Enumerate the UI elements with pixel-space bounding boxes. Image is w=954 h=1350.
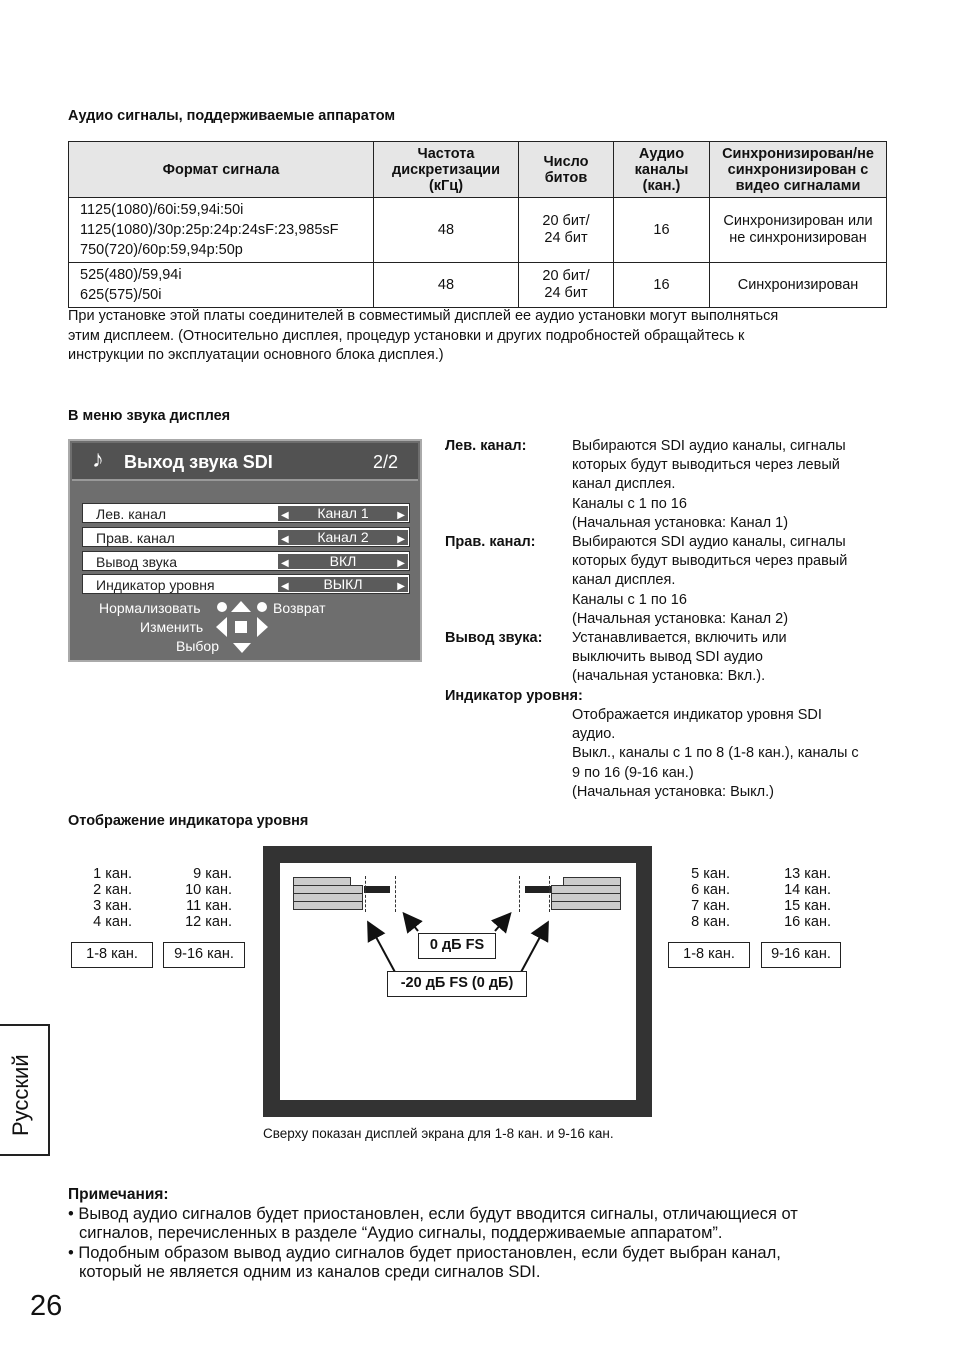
help-return: Возврат — [273, 600, 326, 616]
bits-line: 20 бит/ — [542, 268, 590, 284]
arrow-left-icon[interactable]: ◀ — [281, 534, 289, 545]
def-description — [572, 533, 897, 629]
def-line: Устанавливается, включить или — [572, 630, 787, 646]
channel-list — [760, 866, 831, 930]
osd-divider — [72, 479, 418, 481]
notes-title: Примечания: — [68, 1186, 169, 1203]
osd-item-value[interactable] — [278, 506, 408, 521]
def-line: Отображается индикатор уровня SDI — [572, 707, 822, 723]
channel-label: 3 кан. — [93, 898, 132, 914]
normalize-keys-icon — [215, 599, 275, 615]
channel-label: 5 кан. — [691, 866, 730, 882]
value-text: Канал 2 — [317, 529, 369, 545]
def-term: Прав. канал: — [445, 534, 536, 550]
table-header: Число битов — [519, 142, 614, 198]
format-line: 1125(1080)/30p:25p:24p:24sF:23,985sF — [80, 222, 339, 238]
osd-title-bar — [72, 443, 418, 479]
channel-list — [72, 866, 132, 930]
paragraph-line: этим дисплеем. (Относительно дисплея, процедур установки и других подробностей обращайтесь к — [68, 327, 745, 344]
label-box-1-8: 1-8 кан. — [71, 942, 153, 968]
label-box-1-8: 1-8 кан. — [668, 942, 750, 968]
bits-line: 24 бит — [544, 285, 588, 301]
value-text: ВЫКЛ — [323, 576, 363, 592]
language-tab — [0, 1024, 50, 1156]
def-line: (Начальная установка: Выкл.) — [572, 783, 774, 800]
paragraph-line: инструкции по эксплуатации основного блока дисплея.) — [68, 347, 444, 363]
diagram-caption: Сверху показан дисплей экрана для 1-8 кан. и 9-16 кан. — [263, 1126, 614, 1141]
arrow-right-icon[interactable]: ▶ — [397, 534, 405, 545]
label-0db-fs: 0 дБ FS — [418, 933, 496, 959]
osd-item-value[interactable] — [278, 530, 408, 545]
label-minus20db-fs: -20 дБ FS (0 дБ) — [387, 971, 527, 997]
table-row — [69, 198, 887, 263]
arrow-0db-left — [405, 915, 418, 931]
label-box-9-16: 9-16 кан. — [163, 942, 245, 968]
section-title-audio-signals: Аудио сигналы, поддерживаемые аппаратом — [68, 108, 396, 124]
change-keys-icon — [215, 616, 271, 638]
format-line: 1125(1080)/60i:59,94i:50i — [80, 202, 244, 218]
sync-line: не синхронизирован — [729, 230, 867, 246]
bits-line: 20 бит/ — [542, 213, 590, 229]
audio-signals-table — [68, 141, 887, 308]
notes-section — [68, 1185, 888, 1283]
osd-title: Выход звука SDI — [124, 452, 273, 472]
table-cell-freq: 48 — [374, 263, 519, 308]
table-cell-channels: 16 — [614, 263, 710, 308]
table-row — [69, 263, 887, 308]
channel-label: 7 кан. — [691, 898, 730, 914]
language-label: Русский — [8, 1054, 33, 1136]
channel-label: 14 кан. — [784, 882, 831, 898]
def-line: Выбираются SDI аудио каналы, сигналы — [572, 534, 846, 550]
arrow-right-icon[interactable]: ▶ — [397, 581, 405, 592]
bits-line: 24 бит — [544, 230, 588, 246]
channel-label: 10 кан. — [185, 882, 232, 898]
def-line: выключить вывод SDI аудио — [572, 649, 763, 666]
table-cell-format — [69, 198, 374, 263]
table-cell-sync: Синхронизирован — [710, 263, 887, 308]
note-line: • Вывод аудио сигналов будет приостановлен, если будут вводится сигналы, отличающиеся от — [68, 1204, 798, 1223]
arrow-20db-right — [520, 924, 547, 974]
def-line: аудио. — [572, 726, 616, 743]
def-line: которых будут выводиться через правый — [572, 553, 848, 570]
osd-item-label: Лев. канал — [96, 506, 167, 522]
music-note-icon: ♪ — [92, 446, 104, 473]
section-title-level-display: Отображение индикатора уровня — [68, 813, 309, 829]
osd-menu — [68, 439, 422, 662]
channel-label: 16 кан. — [784, 914, 831, 930]
def-line: (начальная установка: Вкл.). — [572, 668, 766, 685]
def-line: (Начальная установка: Канал 1) — [572, 514, 789, 531]
channel-label: 15 кан. — [784, 898, 831, 914]
channel-label: 11 кан. — [186, 898, 232, 914]
osd-item-label: Прав. канал — [96, 530, 175, 546]
arrow-left-icon[interactable]: ◀ — [281, 510, 289, 521]
channel-list — [162, 866, 232, 930]
format-line: 750(720)/60p:59,94p:50p — [80, 242, 243, 258]
select-down-icon — [232, 641, 252, 655]
osd-page-indicator: 2/2 — [372, 452, 398, 472]
note-line: • Подобным образом вывод аудио сигналов будет приостановлен, если будет выбран канал, — [68, 1243, 781, 1262]
format-line: 525(480)/59,94i — [80, 267, 182, 283]
def-line: канал дисплея. — [572, 476, 676, 493]
install-note — [68, 307, 778, 366]
arrow-left-icon[interactable]: ◀ — [281, 558, 289, 569]
note-item — [68, 1205, 888, 1244]
help-select: Выбор — [176, 638, 219, 654]
channel-label: 4 кан. — [93, 914, 132, 930]
note-line: сигналов, перечисленных в разделе “Аудио сигналы, поддерживаемые аппаратом”. — [79, 1224, 723, 1242]
channel-list — [670, 866, 730, 930]
osd-item-value[interactable] — [278, 577, 408, 592]
def-description — [572, 437, 897, 533]
table-header: Формат сигнала — [69, 142, 374, 198]
paragraph-line: При установке этой платы соединителей в совместимый дисплей ее аудио установки могут выполняться — [68, 308, 779, 324]
table-header: Аудио каналы (кан.) — [614, 142, 710, 198]
def-line: Каналы с 1 по 16 — [572, 591, 687, 608]
def-line: Выбираются SDI аудио каналы, сигналы — [572, 438, 846, 454]
channel-label: 12 кан. — [185, 914, 232, 930]
def-line: 9 по 16 (9-16 кан.) — [572, 764, 694, 781]
table-header: Частота дискретизации (кГц) — [374, 142, 519, 198]
value-text: Канал 1 — [317, 505, 369, 521]
sync-line: Синхронизирован или — [723, 213, 873, 229]
channel-label: 8 кан. — [691, 914, 730, 930]
channel-label: 2 кан. — [93, 882, 132, 898]
arrow-20db-left — [369, 924, 396, 974]
arrow-right-icon[interactable]: ▶ — [397, 558, 405, 569]
callout-arrows — [263, 846, 652, 986]
page-number: 26 — [30, 1290, 63, 1322]
def-term: Лев. канал: — [445, 438, 527, 454]
table-cell-sync — [710, 198, 887, 263]
osd-item-left-channel[interactable] — [82, 503, 410, 523]
osd-item-right-channel[interactable] — [82, 527, 410, 547]
table-cell-bits — [519, 263, 614, 308]
table-cell-bits — [519, 198, 614, 263]
def-line: канал дисплея. — [572, 572, 676, 589]
section-title-sound-menu: В меню звука дисплея — [68, 408, 231, 424]
note-line: который не является одним из каналов среди сигналов SDI. — [79, 1263, 541, 1281]
note-item — [68, 1244, 888, 1283]
table-header-row — [69, 142, 887, 198]
def-line: Каналы с 1 по 16 — [572, 495, 687, 512]
channel-label: 1 кан. — [93, 866, 132, 882]
def-term: Индикатор уровня: — [445, 688, 583, 704]
arrow-left-icon[interactable]: ◀ — [281, 581, 289, 592]
value-text: ВКЛ — [329, 553, 357, 569]
channel-label: 9 кан. — [193, 866, 232, 882]
table-cell-freq: 48 — [374, 198, 519, 263]
osd-item-level-meter[interactable] — [82, 574, 410, 594]
def-line: Выкл., каналы с 1 по 8 (1-8 кан.), каналы с — [572, 745, 859, 762]
table-header: Синхронизирован/не синхронизирован с видео сигналами — [710, 142, 887, 198]
arrow-right-icon[interactable]: ▶ — [397, 510, 405, 521]
def-line: (Начальная установка: Канал 2) — [572, 610, 789, 627]
osd-item-label: Индикатор уровня — [96, 577, 215, 593]
channel-label: 6 кан. — [691, 882, 730, 898]
osd-item-value[interactable] — [278, 554, 408, 569]
osd-item-audio-output[interactable] — [82, 551, 410, 571]
table-cell-format — [69, 263, 374, 308]
def-description — [572, 629, 897, 687]
def-description — [572, 706, 897, 802]
channel-label: 13 кан. — [784, 866, 831, 882]
def-line: которых будут выводиться через левый — [572, 457, 840, 474]
label-box-9-16: 9-16 кан. — [761, 942, 841, 968]
arrow-0db-right — [495, 915, 509, 931]
osd-item-label: Вывод звука — [96, 554, 177, 570]
table-cell-channels: 16 — [614, 198, 710, 263]
format-line: 625(575)/50i — [80, 287, 162, 303]
help-normalize: Нормализовать — [99, 600, 201, 616]
help-change: Изменить — [140, 619, 204, 635]
def-term: Вывод звука: — [445, 630, 543, 646]
